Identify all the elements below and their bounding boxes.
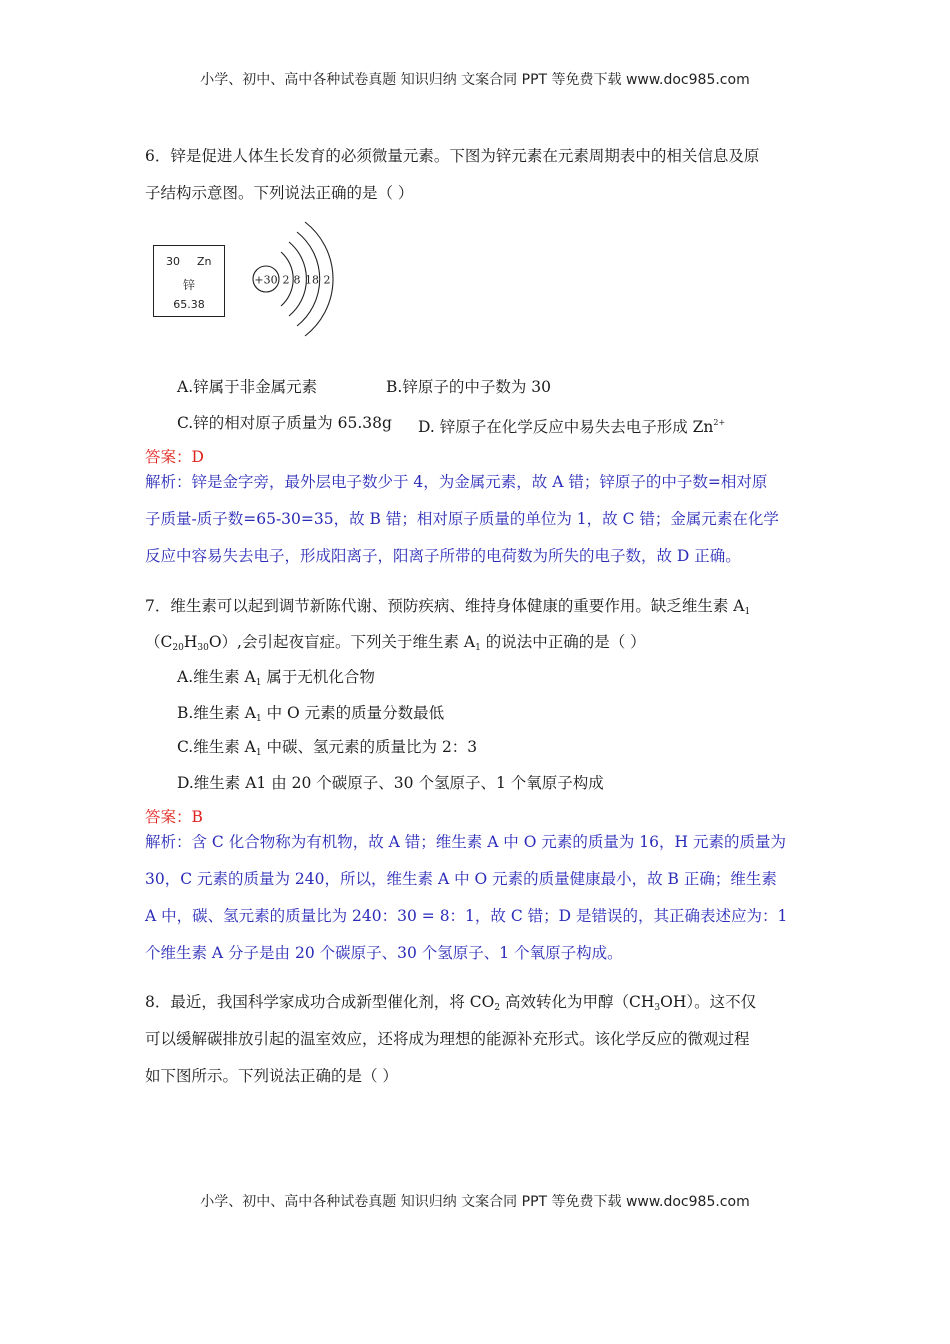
q6-explanation-line2: 子质量-质子数=65-30=35，故 B 错；相对原子质量的单位为 1，故 C 错；金属元素在化学 xyxy=(145,510,779,528)
shell-2-electrons: 8 xyxy=(293,273,301,287)
q6-stem-line1: 6．锌是促进人体生长发育的必须微量元素。下图为锌元素在元素周期表中的相关信息及原 xyxy=(145,147,760,165)
q6-option-b: B.锌原子的中子数为 30 xyxy=(386,378,551,396)
element-name: 锌 xyxy=(182,278,195,292)
q6-option-a: A.锌属于非金属元素 xyxy=(177,378,318,396)
element-symbol: Zn xyxy=(197,255,212,268)
q8-stem-line3: 如下图所示。下列说法正确的是（ ） xyxy=(145,1067,398,1085)
q6-option-c: C.锌的相对原子质量为 65.38g xyxy=(177,414,392,432)
q7-explanation-line4: 个维生素 A 分子是由 20 个碳原子、30 个氢原子、1 个氧原子构成。 xyxy=(145,944,623,962)
q7-explanation-line1: 解析：含 C 化合物称为有机物，故 A 错；维生素 A 中 O 元素的质量为 16，H 元素的质量为 xyxy=(145,833,786,851)
q7-stem-line2: $(C_{20}H_{30}O)$,会引起夜盲症。下列关于维生素 $A_1$ 的说法中正确的是（ ） xyxy=(145,633,646,653)
shell-3-electrons: 18 xyxy=(305,273,319,287)
atomic-number: 30 xyxy=(166,255,180,268)
q6-explanation-line3: 反应中容易失去电子，形成阳离子，阳离子所带的电荷数为所失的电子数，故 D 正确。 xyxy=(145,547,741,565)
q7-option-d: D.维生素 A1 由 20 个碳原子、30 个氢原子、1 个氧原子构成 xyxy=(177,774,604,792)
shell-1-electrons: 2 xyxy=(282,273,290,287)
shell-4-electrons: 2 xyxy=(323,273,331,287)
q6-option-d: D. 锌原子在化学反应中易失去电子形成 $Zn^{2+}$ xyxy=(418,418,726,436)
q8-stem-line2: 可以缓解碳排放引起的温室效应，还将成为理想的能源补充形式。该化学反应的微观过程 xyxy=(145,1030,750,1048)
nucleus-charge: +30 xyxy=(254,273,278,287)
q7-option-c: C.维生素 $A_1$ 中碳、氢元素的质量比为 2：3 xyxy=(177,738,478,758)
q8-stem-line1: 8．最近，我国科学家成功合成新型催化剂，将 $CO_2$ 高效转化为甲醇$(CH_3OH)$。这不仅 xyxy=(145,993,757,1013)
q7-option-b: B.维生素 $A_1$ 中 O 元素的质量分数最低 xyxy=(177,704,445,724)
q7-answer: 答案：B xyxy=(145,808,203,826)
q6-stem-line2: 子结构示意图。下列说法正确的是（ ） xyxy=(145,184,414,202)
atomic-mass: 65.38 xyxy=(173,298,205,311)
q7-option-a: A.维生素 $A_1$ 属于无机化合物 xyxy=(177,668,375,688)
page-footer: 小学、初中、高中各种试卷真题 知识归纳 文案合同 PPT 等免费下载 www.doc985.com xyxy=(200,1194,750,1210)
q6-answer: 答案：D xyxy=(145,448,204,466)
q7-stem-line1: 7．维生素可以起到调节新陈代谢、预防疾病、维持身体健康的重要作用。缺乏维生素 $A_1$ xyxy=(145,597,751,617)
q7-explanation-line2: 30，C 元素的质量为 240，所以，维生素 A 中 O 元素的质量健康最小，故 B 正确；维生素 xyxy=(145,870,777,888)
zinc-atom-structure-diagram xyxy=(245,220,340,340)
q6-explanation-line1: 解析：锌是金字旁，最外层电子数少于 4，为金属元素，故 A 错；锌原子的中子数=相对原 xyxy=(145,473,768,491)
q7-explanation-line3: A 中，碳、氢元素的质量比为 240：30 = 8：1，故 C 错；D 是错误的，其正确表述应为：1 xyxy=(145,907,788,925)
zinc-periodic-tile xyxy=(153,245,225,317)
page-header: 小学、初中、高中各种试卷真题 知识归纳 文案合同 PPT 等免费下载 www.doc985.com xyxy=(200,72,750,88)
